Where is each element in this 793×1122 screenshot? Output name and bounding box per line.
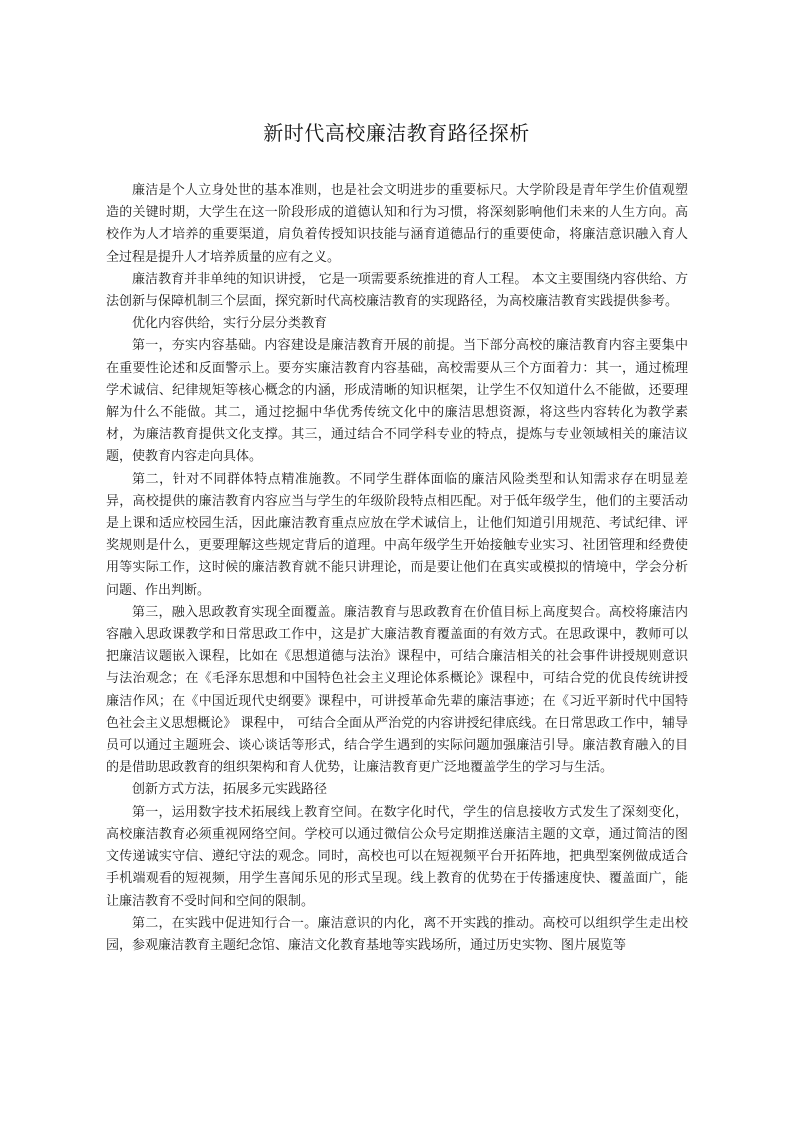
paragraph: 第一，夯实内容基础。内容建设是廉洁教育开展的前提。当下部分高校的廉洁教育内容主要集中在重要性论述和反面警示上。要夯实廉洁教育内容基础，高校需要从三个方面着力：其一，通过梳理学术诚信、纪律规矩等核心概念的内涵，形成清晰的知识框架，让学生不仅知道什么不能做，还要理解为什么不能做。其二，通过挖掘中华优秀传统文化中的廉洁思想资源，将这些内容转化为教学素材，为廉洁教育提供文化支撑。其三，通过结合不同学科专业的特点，提炼与专业领域相关的廉洁议题，使教育内容走向具体。 [106,338,688,465]
paragraph: 廉洁教育并非单纯的知识讲授， 它是一项需要系统推进的育人工程。 本文主要围绕内容供给、方法创新与保障机制三个层面，探究新时代高校廉洁教育的实现路径，为高校廉洁教育实践提供参考。 [106,271,688,310]
document-body [106,180,688,957]
document-title: 新时代高校廉洁教育路径探析 [263,121,530,145]
paragraph: 廉洁是个人立身处世的基本准则，也是社会文明进步的重要标尺。大学阶段是青年学生价值观塑造的关键时期，大学生在这一阶段形成的道德认知和行为习惯，将深刻影响他们未来的人生方向。高校作为人才培养的重要渠道，肩负着传授知识技能与涵育道德品行的重要使命，将廉洁意识融入育人全过程是提升人才培养质量的应有之义。 [106,183,688,265]
paragraph: 第一，运用数字技术拓展线上教育空间。在数字化时代，学生的信息接收方式发生了深刻变化，高校廉洁教育必须重视网络空间。学校可以通过微信公众号定期推送廉洁主题的文章，通过简洁的图文传递诚实守信、遵纪守法的观念。同时，高校也可以在短视频平台开拓阵地，把典型案例做成适合手机端观看的短视频，用学生喜闻乐见的形式呈现。线上教育的优势在于传播速度快、覆盖面广，能让廉洁教育不受时间和空间的限制。 [106,804,688,909]
paragraph: 第二，针对不同群体特点精准施教。不同学生群体面临的廉洁风险类型和认知需求存在明显差异，高校提供的廉洁教育内容应当与学生的年级阶段特点相匹配。对于低年级学生，他们的主要活动是上课和适应校园生活，因此廉洁教育重点应放在学术诚信上，让他们知道引用规范、考试纪律、评奖规则是什么，更要理解这些规定背后的道理。中高年级学生开始接触专业实习、社团管理和经费使用等实际工作，这时候的廉洁教育就不能只讲理论，而是要让他们在真实或模拟的情境中，学会分析问题、作出判断。 [106,471,688,598]
section-heading: 创新方式方法，拓展多元实践路径 [132,782,328,798]
section-heading: 优化内容供给，实行分层分类教育 [132,316,328,332]
paragraph: 第三，融入思政教育实现全面覆盖。廉洁教育与思政教育在价值目标上高度契合。高校将廉洁内容融入思政课教学和日常思政工作中，这是扩大廉洁教育覆盖面的有效方式。在思政课中，教师可以把廉洁议题嵌入课程，比如在《思想道德与法治》课程中，可结合廉洁相关的社会事件讲授规则意识与法治观念；在《毛泽东思想和中国特色社会主义理论体系概论》课程中，可结合党的优良传统讲授廉洁作风；在《中国近现代史纲要》课程中，可讲授革命先辈的廉洁事迹；在《习近平新时代中国特色社会主义思想概论》 课程中， 可结合全面从严治党的内容讲授纪律底线。在日常思政工作中，辅导员可以通过主题班会、谈心谈话等形式，结合学生遇到的实际问题加强廉洁引导。廉洁教育融入的目的是借助思政教育的组织架构和育人优势，让廉洁教育更广泛地覆盖学生的学习与生活。 [106,604,688,776]
paragraph: 第二，在实践中促进知行合一。廉洁意识的内化，离不开实践的推动。高校可以组织学生走出校园，参观廉洁教育主题纪念馆、廉洁文化教育基地等实践场所，通过历史实物、图片展览等 [106,915,688,953]
